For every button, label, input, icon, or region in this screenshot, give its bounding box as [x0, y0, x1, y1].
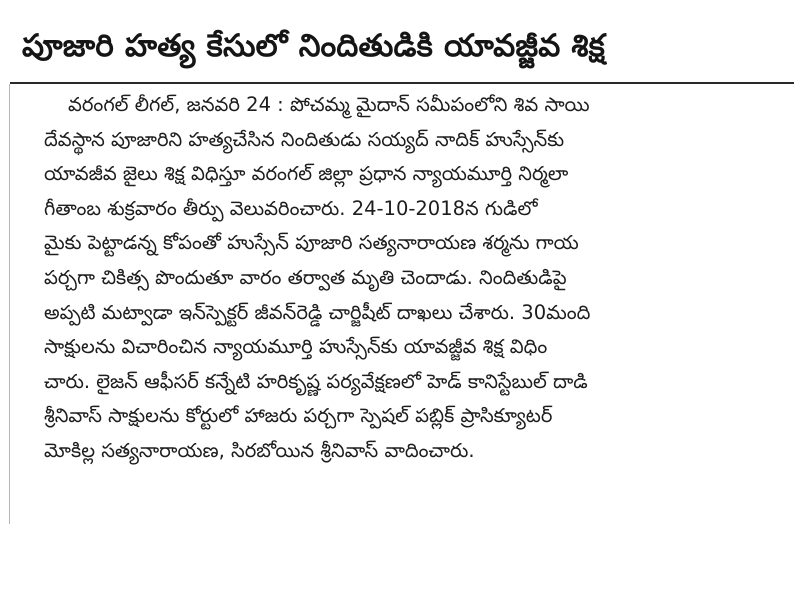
article-line: మోకిల్ల సత్యనారాయణ, సిరబోయిన శ్రీనివాస్ వాదించారు. — [44, 438, 475, 462]
article-line: మైకు పెట్టాడన్న కోపంతో హుస్సేన్ పూజారి సత్యనారాయణ శర్మను గాయ — [44, 231, 579, 255]
article-headline: పూజారి హత్య కేసులో నిందితుడికి యావజ్జీవ శిక్ష — [22, 28, 606, 64]
article-line: పర్చగా చికిత్స పొందుతూ వారం తర్వాత మృతి చెందాడు. నిందితుడిపై — [44, 265, 567, 289]
article-line: గీతాంబ శుక్రవారం తీర్పు వెలువరించారు. 24-10-2018న గుడిలో — [44, 196, 538, 220]
article-line: శ్రీనివాస్ సాక్షులను కోర్టులో హాజరు పర్చగా స్పెషల్ పబ్లిక్ ప్రాసిక్యూటర్ — [44, 404, 553, 428]
article-line: వరంగల్ లీగల్, జనవరి 24 : పోచమ్మ మైదాన్ సమీపంలోని శివ సాయి — [68, 93, 590, 116]
article-line: సాక్షులను విచారించిన న్యాయమూర్తి హుస్సేన్‌కు యావజ్జీవ శిక్ష విధిం — [44, 335, 548, 359]
article-line: అప్పటి మట్వాడా ఇన్‌స్పెక్టర్ జీవన్‌రెడ్డి చార్జిషీట్ దాఖలు చేశారు. 30మంది — [44, 300, 591, 324]
article-line: చారు. లైజన్ ఆఫీసర్ కన్నేటి హరికృష్ణ పర్యవేక్షణలో హెడ్ కానిస్టేబుల్ దాడి — [44, 369, 588, 393]
article-line: దేవస్థాన పూజారిని హత్యచేసిన నిందితుడు సయ్యద్ నాదిక్ హుస్సేన్‌కు — [44, 127, 565, 151]
column-border — [9, 84, 10, 524]
article-line: యావజీవ జైలు శిక్ష విధిస్తూ వరంగల్ జిల్లా ప్రధాన న్యాయమూర్తి నిర్మలా — [44, 162, 569, 186]
headline-divider — [10, 82, 794, 84]
article-body — [44, 88, 784, 469]
